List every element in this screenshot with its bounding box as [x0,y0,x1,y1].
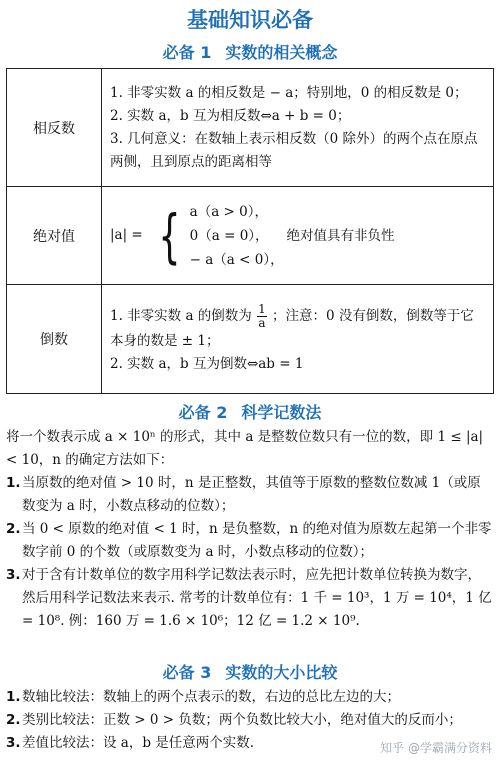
fraction-denominator: a [258,315,266,330]
item-text: 类别比较法：正数 > 0 > 负数；两个负数比较大小，绝对值大的反而小； [22,712,462,728]
abs-note: 绝对值具有非负性 [286,227,395,244]
section-heading-3 [0,660,500,683]
item-text: 差值比较法：设 a，b 是任意两个实数. [22,735,255,751]
row-content [102,285,494,394]
table-row [7,69,494,187]
list-item [6,686,494,709]
section-title: 实数的相关概念 [225,43,338,62]
section-title: 实数的大小比较 [225,663,338,682]
row-content [102,69,494,187]
text-line: 1. 非零实数 a 的相反数是 − a；特别地，0 的相反数是 0； [110,84,468,101]
text-line: 2. 实数 a，b 互为倒数⇔ab = 1 [110,355,304,372]
list-item [6,709,494,732]
page-title: 基础知识必备 [187,8,313,32]
item-number: 2. [6,712,21,728]
case-line: a（a > 0）， [189,203,268,220]
case-line: 0（a = 0）， [189,227,269,244]
row-label: 相反数 [7,69,102,187]
watermark: 知乎 @学霸满分资料 [380,741,492,755]
text-line: ；注意：0 没有倒数，倒数等于它本身的数是 ± 1； [110,307,474,349]
sci-notation-body [6,426,494,633]
list-item [6,564,494,633]
table-row [7,285,494,394]
item-number: 3. [6,567,21,583]
text-line: 3. 几何意义：在数轴上表示相反数（0 除外）的两个点在原点两侧，且到原点的距离相等 [110,130,478,170]
section-heading-1 [0,40,500,63]
abs-lhs: |a| = [110,227,143,243]
item-number: 3. [6,735,21,751]
item-number: 1. [6,475,21,491]
case-line: − a（a < 0）， [189,251,284,268]
item-text: 当原数的绝对值 > 10 时，n 是正整数，其值等于原数的整数位数减 1（或原数变为 a 时，小数点移动的位数）； [22,475,481,514]
row-content [102,187,494,285]
fraction [257,303,267,330]
item-number: 1. [6,689,21,705]
piecewise-cases [190,200,395,272]
item-text: 当 0 < 原数的绝对值 < 1 时，n 是负整数，n 的绝对值为原数左起第一个非零数字前 0 的个数（或原数变为 a 时，小数点移动的位数）； [22,521,492,560]
section-heading-2 [0,400,500,423]
fraction-numerator: 1 [258,301,266,316]
item-text: 对于含有计数单位的数字用科学记数法表示时，应先把计数单位转换为数字，然后用科学记数法来表示. 常考的计数单位有：1 千 = 10³，1 万 = 10⁴，1 亿 = 10⁸. 例：160 万 = 1.6 × 10⁶；12 亿 = 1.2 × 10⁹. [22,567,492,629]
item-number: 2. [6,521,21,537]
section-number: 必备 1 [162,43,212,62]
section-title: 科学记数法 [241,403,322,422]
item-text: 数轴比较法：数轴上的两个点表示的数，右边的总比左边的大； [22,689,400,705]
text-line: 2. 实数 a，b 互为相反数⇔a + b = 0； [110,107,351,124]
row-label: 绝对值 [7,187,102,285]
table-row [7,187,494,285]
left-brace-icon: { [158,201,181,270]
text-line: 1. 非零实数 a 的倒数为 [110,307,252,324]
section-number: 必备 3 [162,663,212,682]
concept-table [6,68,494,394]
row-label: 倒数 [7,285,102,394]
section-number: 必备 2 [178,403,228,422]
list-item [6,518,494,564]
intro-text: 将一个数表示成 a × 10ⁿ 的形式，其中 a 是整数位数只有一位的数，即 1 ≤ |a| < 10，n 的确定方法如下： [6,429,484,468]
list-item [6,472,494,518]
